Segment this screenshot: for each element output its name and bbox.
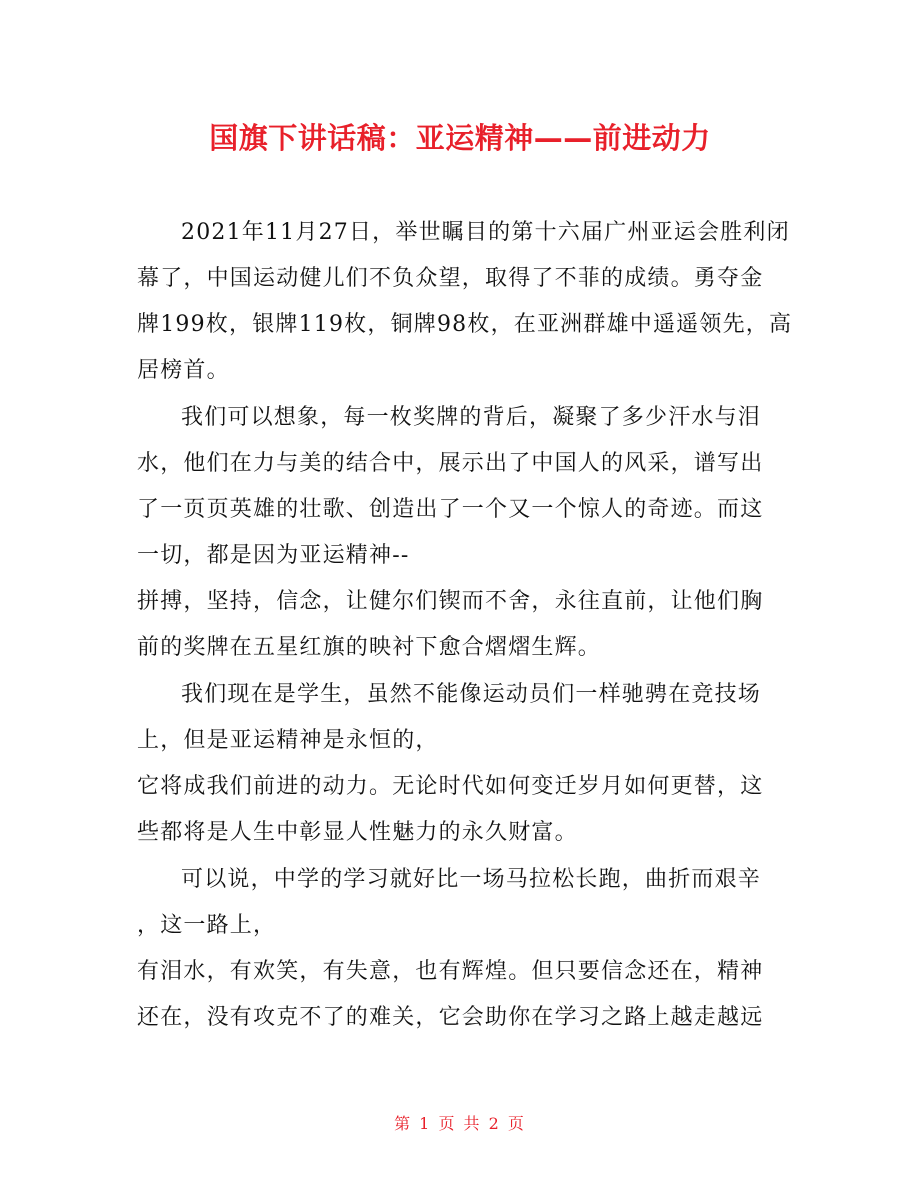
paragraph-4-line-3: 有泪水，有欢笑，有失意，也有辉煌。但只要信念还在，精神 bbox=[137, 959, 764, 984]
paragraph-1-line-4: 居榜首。 bbox=[137, 358, 230, 383]
paragraph-3-line-1: 我们现在是学生，虽然不能像运动员们一样驰骋在竞技场 bbox=[181, 682, 762, 707]
paragraph-3-line-4: 些都将是人生中彰显人性魅力的永久财富。 bbox=[137, 820, 578, 845]
paragraph-2-line-1: 我们可以想象，每一枚奖牌的背后，凝聚了多少汗水与泪 bbox=[181, 405, 762, 430]
paragraph-2-line-5: 拼搏，坚持，信念，让健尔们锲而不舍，永往直前，让他们胸 bbox=[137, 589, 764, 614]
paragraph-2-line-3: 了一页页英雄的壮歌、创造出了一个又一个惊人的奇迹。而这 bbox=[137, 497, 764, 522]
paragraph-3-line-3: 它将成我们前进的动力。无论时代如何变迁岁月如何更替，这 bbox=[137, 774, 764, 799]
paragraph-4-line-4: 还在，没有攻克不了的难关，它会助你在学习之路上越走越远 bbox=[137, 1005, 764, 1030]
paragraph-4-line-2: ，这一路上， bbox=[137, 913, 277, 938]
paragraph-2-line-4: 一切，都是因为亚运精神-- bbox=[137, 543, 410, 568]
paragraph-1-line-2: 幕了，中国运动健儿们不负众望，取得了不菲的成绩。勇夺金 bbox=[137, 266, 764, 291]
page-number-footer: 第 1 页 共 2 页 bbox=[394, 1114, 526, 1133]
paragraph-3-line-2: 上，但是亚运精神是永恒的， bbox=[137, 728, 439, 753]
paragraph-1-line-1: 2021年11月27日，举世瞩目的第十六届广州亚运会胜利闭 bbox=[181, 220, 790, 245]
paragraph-2-line-6: 前的奖牌在五星红旗的映衬下愈合熠熠生辉。 bbox=[137, 635, 602, 660]
paragraph-4-line-1: 可以说，中学的学习就好比一场马拉松长跑，曲折而艰辛 bbox=[181, 867, 762, 892]
paragraph-1-line-3: 牌199枚，银牌119枚，铜牌98枚，在亚洲群雄中遥遥领先，高 bbox=[137, 312, 793, 337]
document-title: 国旗下讲话稿：亚运精神——前进动力 bbox=[209, 121, 711, 155]
paragraph-2-line-2: 水，他们在力与美的结合中，展示出了中国人的风采，谱写出 bbox=[137, 451, 764, 476]
